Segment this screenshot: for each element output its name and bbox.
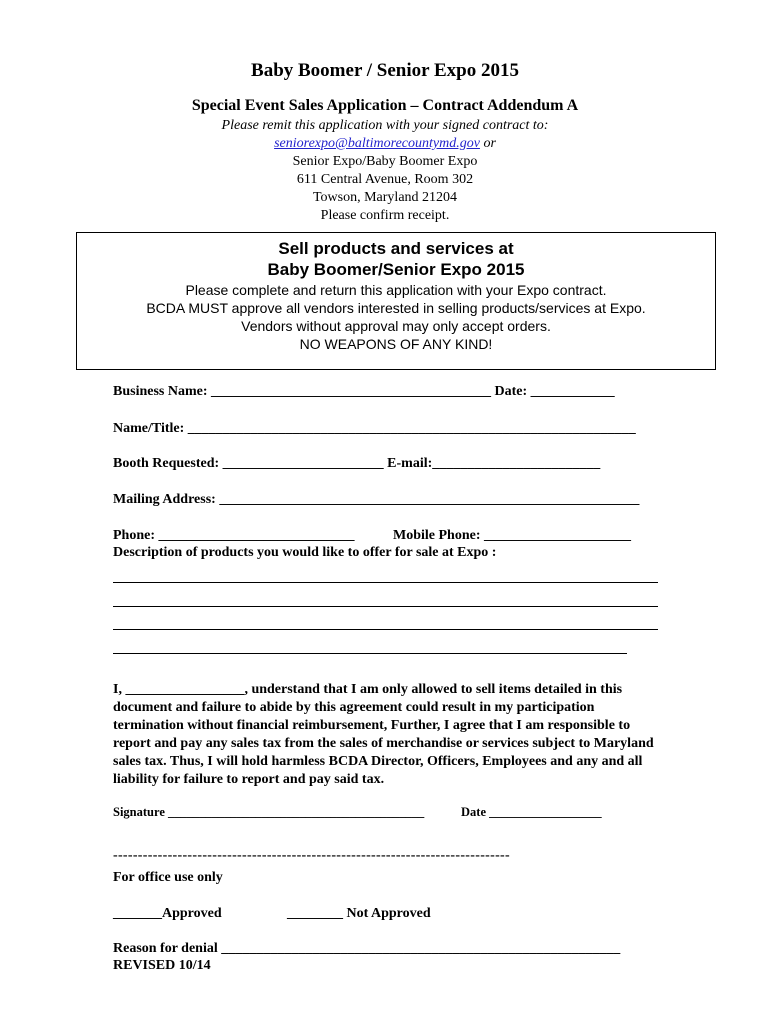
email-or: or [479,136,496,151]
not-approved-field[interactable]: ________ Not Approved [287,906,431,921]
approved-field[interactable]: _______Approved [113,906,222,921]
signature-date-field[interactable]: Date __________________ [461,805,602,819]
email-line [0,136,770,152]
description-label: Description of products you would like to offer for sale at Expo : [113,545,497,560]
address-line-3: Towson, Maryland 21204 [312,190,458,205]
description-line-2[interactable] [113,606,658,607]
document-title: Baby Boomer / Senior Expo 2015 [251,60,519,81]
notice-heading-2: Baby Boomer/Senior Expo 2015 [267,260,525,279]
mobile-phone-field[interactable]: Mobile Phone: _____________________ [393,528,631,543]
revised-note: REVISED 10/14 [113,958,211,973]
address-line-2: 611 Central Avenue, Room 302 [296,172,474,187]
notice-heading-1: Sell products and services at [278,239,514,258]
name-title-field[interactable]: Name/Title: ________________________________________________________________ [113,421,636,436]
phone-field[interactable]: Phone: ____________________________ [113,528,355,543]
address-line-1: Senior Expo/Baby Boomer Expo [292,154,478,169]
email-link[interactable]: seniorexpo@baltimorecountymd.gov [274,136,480,151]
notice-line-1: Please complete and return this application with your Expo contract. [185,282,607,298]
notice-line-4: NO WEAPONS OF ANY KIND! [299,336,493,352]
document-subtitle: Special Event Sales Application – Contract Addendum A [191,97,579,114]
description-line-1[interactable] [113,582,658,583]
mailing-address-field[interactable]: Mailing Address: ____________________________________________________________ [113,492,640,507]
reason-for-denial-field[interactable]: Reason for denial _________________________________________________________ [113,941,621,956]
office-use-label: For office use only [113,870,223,885]
description-line-3[interactable] [113,629,658,630]
remit-instruction: Please remit this application with your signed contract to: [221,118,549,133]
booth-email-field[interactable]: Booth Requested: _______________________ E-mail:________________________ [113,456,601,471]
agreement-paragraph: I, _________________, understand that I am only allowed to sell items detailed in this document and failure to abide by this agreement could result in my participation termination without financial reimbursement, Further, I agree that I am responsible to report and pay any sales tax from the sales of merchandise or services subject to Maryland sales tax. Thus, I will hold harmless BCDA Director, Officers, Employees and any and all liability for failure to report and pay said tax. [113,682,654,787]
notice-box [76,232,716,370]
description-line-4[interactable] [113,653,627,654]
office-divider: -------------------------------------------------------------------------------- [113,848,510,863]
notice-line-3: Vendors without approval may only accept orders. [241,318,551,334]
signature-field[interactable]: Signature _________________________________________ [113,805,425,819]
confirm-receipt: Please confirm receipt. [320,208,450,223]
notice-line-2: BCDA MUST approve all vendors interested in selling products/services at Expo. [146,300,646,316]
business-name-field[interactable]: Business Name: ________________________________________ Date: ____________ [113,384,615,399]
